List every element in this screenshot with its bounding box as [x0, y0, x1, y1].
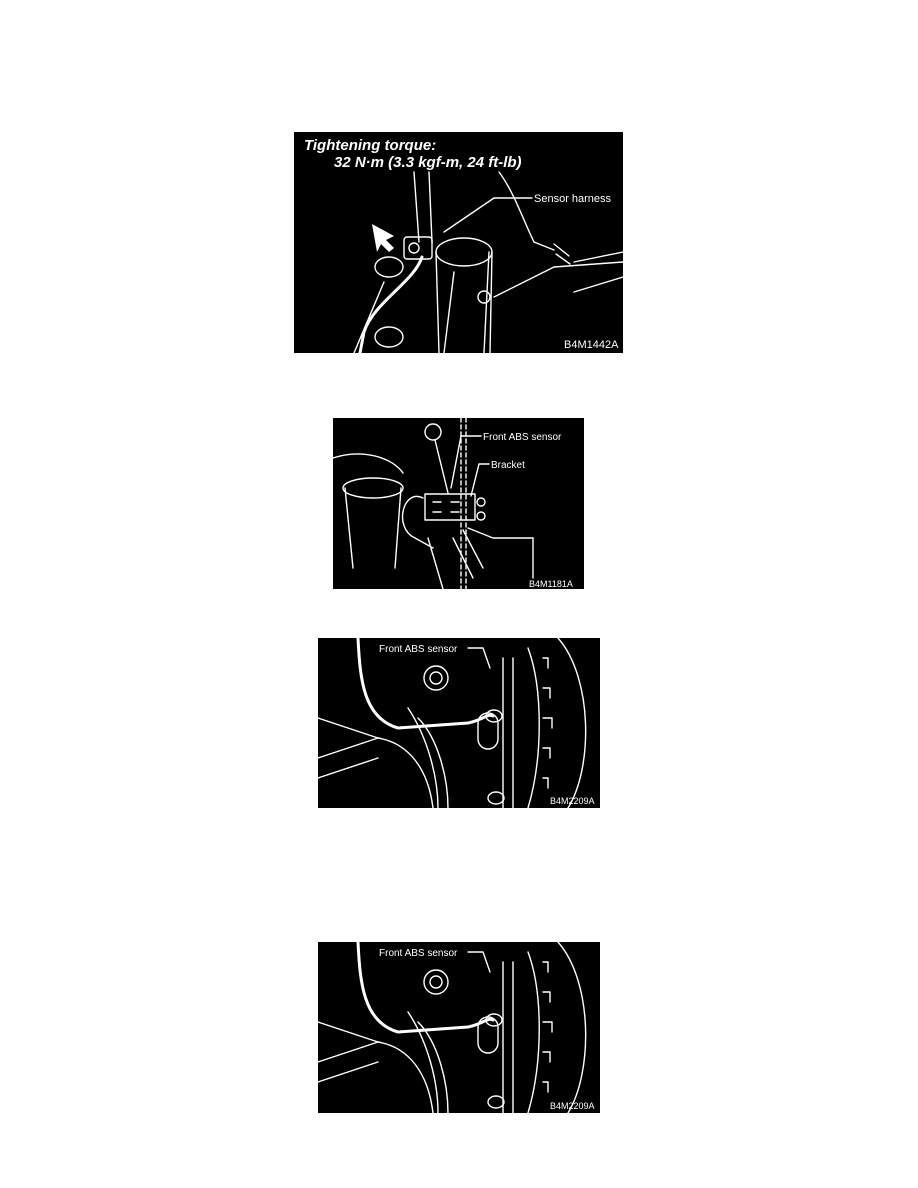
callout-bracket: Bracket — [491, 460, 525, 471]
callout-front-abs-sensor: Front ABS sensor — [483, 432, 562, 443]
figure-code: B4M1442A — [564, 339, 619, 351]
figure-torque-sensor-harness — [294, 132, 623, 353]
figure-front-abs-sensor-b — [318, 942, 600, 1113]
illustration-abs-sensor — [318, 638, 600, 808]
torque-value: 32 N·m (3.3 kgf-m, 24 ft-lb) — [334, 154, 522, 171]
callout-front-abs-sensor: Front ABS sensor — [379, 948, 458, 959]
callout-sensor-harness: Sensor harness — [534, 193, 612, 205]
figure-front-abs-bracket — [333, 418, 584, 589]
torque-title: Tightening torque: — [304, 137, 437, 154]
illustration-abs-sensor — [318, 942, 600, 1113]
figure-code: B4M2209A — [550, 1101, 595, 1111]
illustration-abs-bracket — [333, 418, 584, 589]
figure-code: B4M2209A — [550, 796, 595, 806]
figure-code: B4M1181A — [529, 579, 573, 589]
callout-front-abs-sensor: Front ABS sensor — [379, 644, 458, 655]
illustration-sensor-harness — [294, 132, 623, 353]
figure-front-abs-sensor-a — [318, 638, 600, 808]
